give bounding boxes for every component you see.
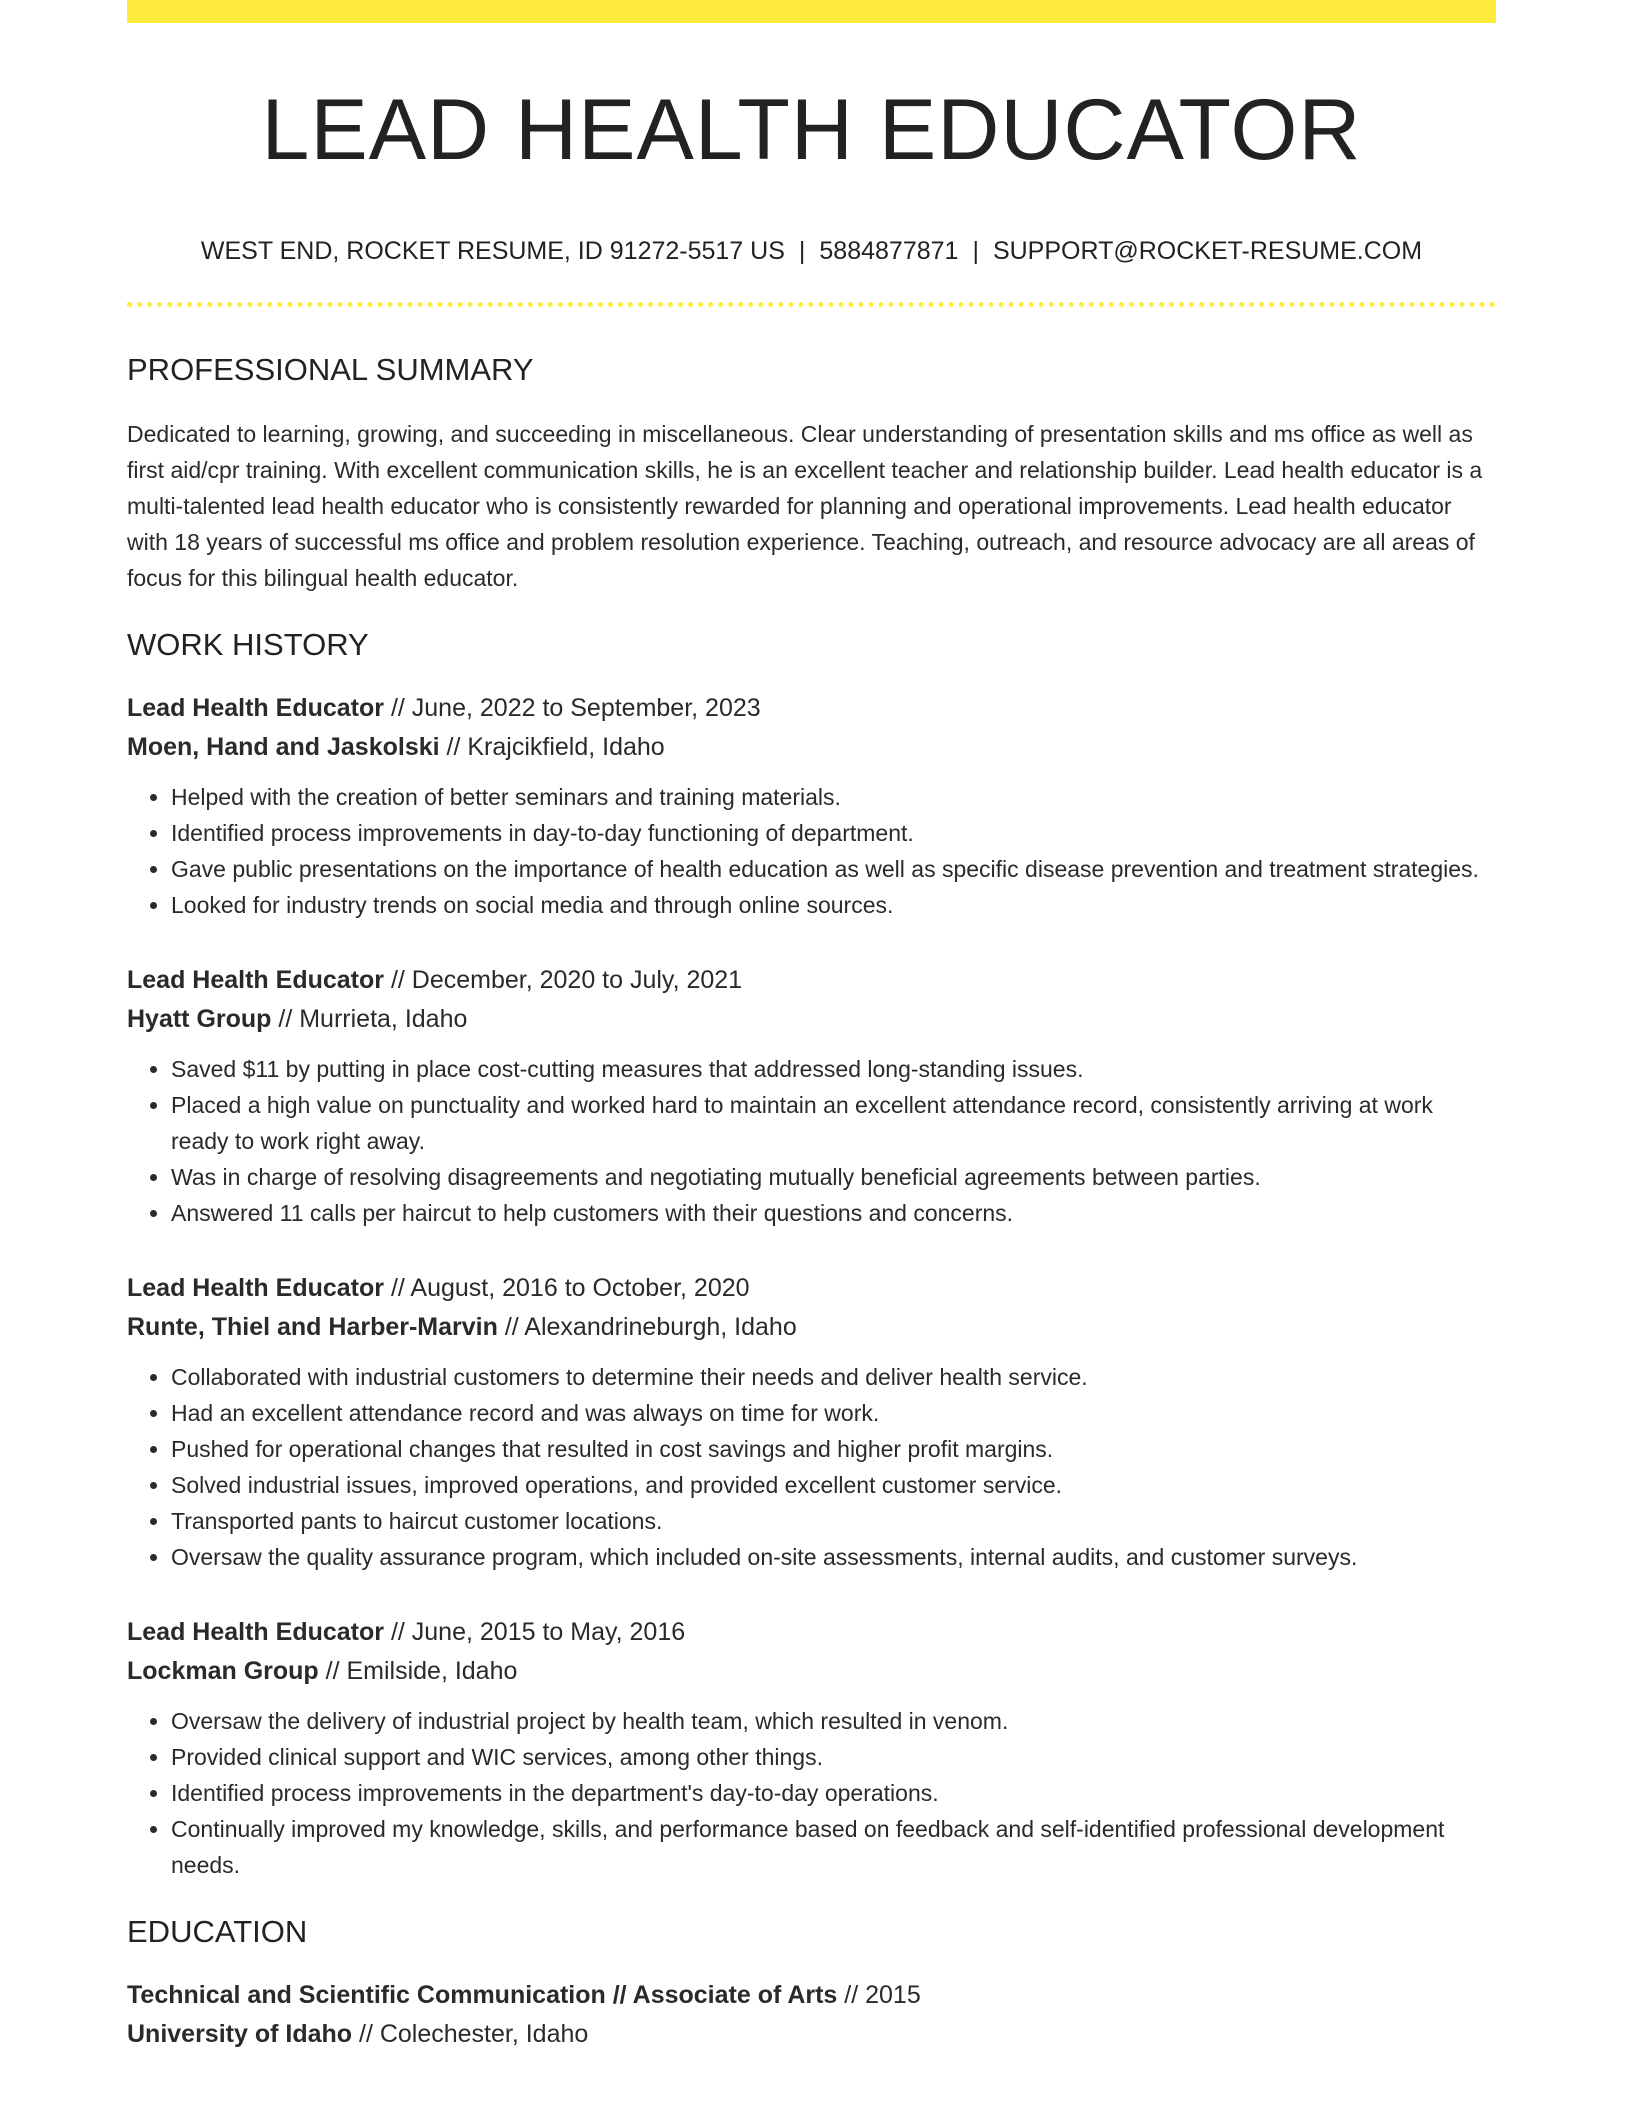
list-item: • Gave public presentations on the importance of health education as well as specific disease prevention and treatment strategies.: [171, 851, 1496, 887]
resume-page: [127, 0, 1496, 2054]
list-item: • Answered 11 calls per haircut to help customers with their questions and concerns.: [171, 1195, 1496, 1231]
job-role-line: [127, 961, 1496, 1000]
education-heading: EDUCATION: [127, 1913, 308, 1949]
list-item: • Was in charge of resolving disagreements and negotiating mutually beneficial agreements between parties.: [171, 1159, 1496, 1195]
job-dates: // December, 2020 to July, 2021: [384, 965, 743, 994]
job-company-line: [127, 1000, 1496, 1039]
list-item: • Saved $11 by putting in place cost-cutting measures that addressed long-standing issues.: [171, 1051, 1496, 1087]
list-item: • Pushed for operational changes that resulted in cost savings and higher profit margins.: [171, 1431, 1496, 1467]
education-entry: [127, 1976, 1496, 2054]
job-location: // Krajcikfield, Idaho: [439, 732, 665, 761]
list-item: • Identified process improvements in day-to-day functioning of department.: [171, 815, 1496, 851]
job-bullets: [127, 1359, 1496, 1575]
education-school: University of Idaho: [127, 2020, 353, 2049]
contact-address: WEST END, ROCKET RESUME, ID 91272-5517 US: [200, 236, 785, 265]
job-role: Lead Health Educator: [127, 965, 384, 994]
list-item: • Identified process improvements in the department's day-to-day operations.: [171, 1775, 1496, 1811]
job-entry: [127, 1269, 1496, 1575]
job-bullets: [127, 1703, 1496, 1883]
job-company-line: [127, 728, 1496, 767]
list-item: • Continually improved my knowledge, skills, and performance based on feedback and self-identified professional development needs.: [171, 1811, 1496, 1883]
job-bullets: [127, 1051, 1496, 1231]
job-location: // Alexandrineburgh, Idaho: [497, 1312, 797, 1341]
contact-phone: 5884877871: [819, 236, 959, 265]
contact-line: [127, 236, 1496, 266]
list-item: • Oversaw the quality assurance program, which included on-site assessments, internal audits, and customer surveys.: [171, 1539, 1496, 1575]
job-role: Lead Health Educator: [127, 1273, 384, 1302]
list-item: • Helped with the creation of better seminars and training materials.: [171, 779, 1496, 815]
education-degree: Technical and Scientific Communication // Associate of Arts: [127, 1981, 838, 2010]
contact-separator: |: [972, 236, 979, 265]
job-company: Lockman Group: [127, 1656, 319, 1685]
work-history-list: [127, 689, 1496, 1883]
resume-name-title: LEAD HEALTH EDUCATOR: [261, 82, 1362, 178]
list-item: • Placed a high value on punctuality and worked hard to maintain an excellent attendance record, consistently arriving at work ready to work right away.: [171, 1087, 1496, 1159]
job-dates: // June, 2015 to May, 2016: [384, 1617, 686, 1646]
list-item: • Provided clinical support and WIC services, among other things.: [171, 1739, 1496, 1775]
job-role: Lead Health Educator: [127, 1617, 384, 1646]
job-company-line: [127, 1652, 1496, 1691]
summary-text: Dedicated to learning, growing, and succeeding in miscellaneous. Clear understanding of presentation skills and ms office as well as first aid/cpr training. With excellent communication skills, he is an excellent teacher and relationship builder. Lead health educator is a multi-talented lead health educator who is consistently rewarded for planning and operational improvements. Lead health educator with 18 years of successful ms office and problem resolution experience. Teaching, outreach, and resource advocacy are all areas of focus for this bilingual health educator.: [127, 420, 1483, 591]
contact-email: SUPPORT@ROCKET-RESUME.COM: [992, 236, 1423, 265]
job-entry: [127, 689, 1496, 923]
job-entry: [127, 1613, 1496, 1883]
job-dates: // August, 2016 to October, 2020: [384, 1273, 750, 1302]
list-item: • Oversaw the delivery of industrial project by health team, which resulted in venom.: [171, 1703, 1496, 1739]
job-location: // Murrieta, Idaho: [271, 1004, 468, 1033]
work-history-heading: WORK HISTORY: [127, 626, 369, 662]
job-entry: [127, 961, 1496, 1231]
job-company: Hyatt Group: [127, 1004, 272, 1033]
education-year: // 2015: [837, 1981, 921, 2010]
list-item: • Solved industrial issues, improved operations, and provided excellent customer service.: [171, 1467, 1496, 1503]
list-item: • Collaborated with industrial customers to determine their needs and deliver health service.: [171, 1359, 1496, 1395]
job-location: // Emilside, Idaho: [318, 1656, 518, 1685]
job-company: Moen, Hand and Jaskolski: [127, 732, 440, 761]
job-role-line: [127, 1613, 1496, 1652]
dotted-divider: [127, 302, 1496, 307]
education-degree-line: [127, 1976, 1496, 2015]
job-bullets: [127, 779, 1496, 923]
list-item: • Looked for industry trends on social media and through online sources.: [171, 887, 1496, 923]
job-dates: // June, 2022 to September, 2023: [384, 693, 761, 722]
summary-heading: PROFESSIONAL SUMMARY: [127, 351, 534, 387]
contact-separator: |: [798, 236, 806, 265]
list-item: • Had an excellent attendance record and was always on time for work.: [171, 1395, 1496, 1431]
list-item: • Transported pants to haircut customer locations.: [171, 1503, 1496, 1539]
education-location: // Colechester, Idaho: [352, 2020, 589, 2049]
top-accent-bar: [127, 0, 1496, 23]
job-company: Runte, Thiel and Harber-Marvin: [127, 1312, 498, 1341]
job-role-line: [127, 689, 1496, 728]
education-school-line: [127, 2015, 1496, 2054]
job-company-line: [127, 1308, 1496, 1347]
job-role: Lead Health Educator: [127, 693, 384, 722]
job-role-line: [127, 1269, 1496, 1308]
